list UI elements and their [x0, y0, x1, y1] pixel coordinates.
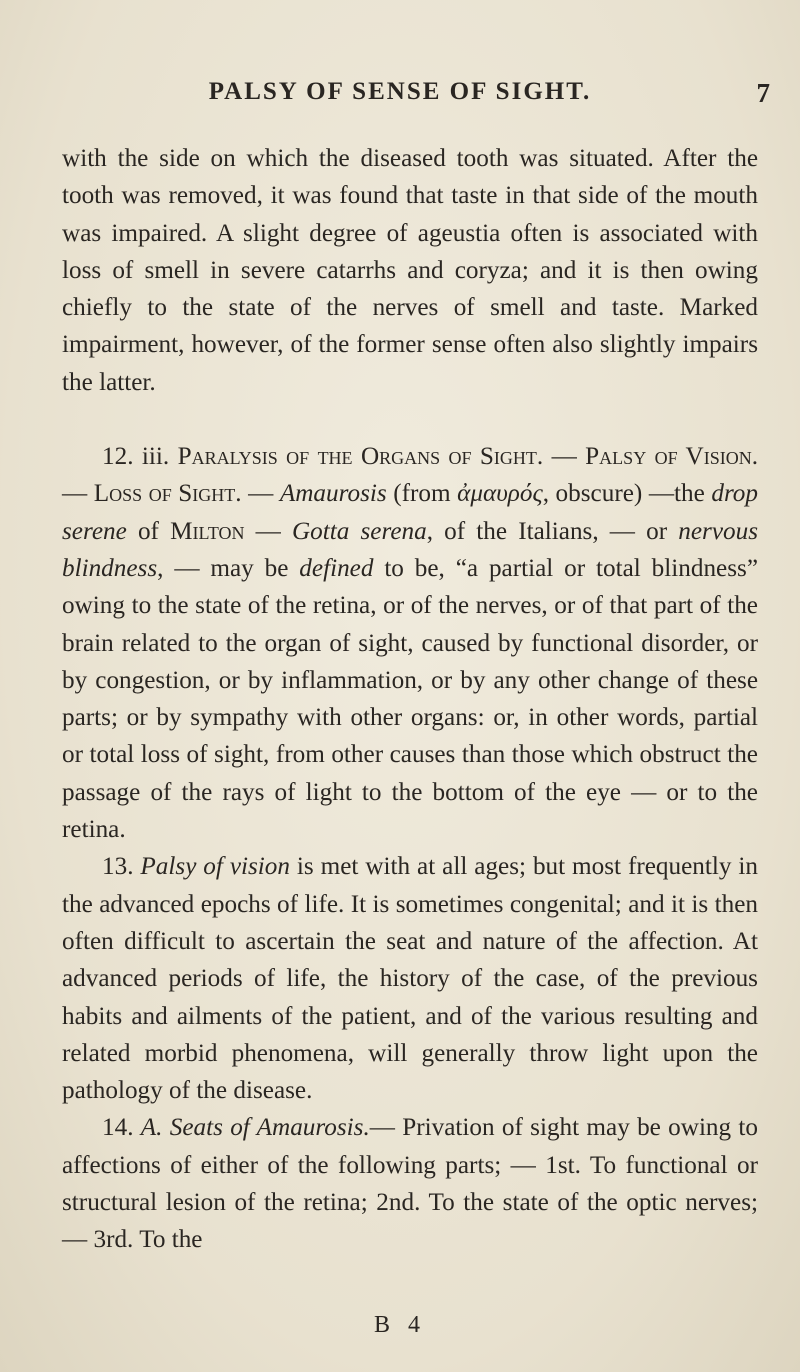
term-nervous-blindness: nervous blindness — [62, 517, 758, 582]
page-number: 7 — [756, 78, 770, 108]
term-amaurosis: Amaurosis — [279, 480, 387, 508]
greek-word: ἀμαυρός — [457, 480, 543, 508]
term-defined: defined — [299, 554, 374, 582]
page-header — [0, 78, 800, 118]
term-drop-serene: drop serene — [62, 480, 758, 545]
section-heading: Paralysis of the Organs of Sight. — Palsy of Vision. — Loss of Sight. — [62, 443, 759, 508]
paragraph-12 — [62, 438, 758, 848]
section-number: 12. iii. — [102, 443, 178, 471]
section-heading: A. Seats of Amaurosis. — [140, 1114, 370, 1142]
section-heading: Palsy of vision — [140, 853, 290, 881]
text-run: — Privation of sight may be owing to affections of either of the following parts; — 1st. To functional or structural lesion of the retina; 2nd. To the state of the optic nerves; — 3rd. To the — [62, 1114, 759, 1254]
running-head: PALSY OF SENSE OF SIGHT. — [208, 78, 592, 105]
text-run: is met with at all ages; but most frequently in the advanced epochs of life. It is sometimes congenital; and it is then often difficult to ascertain the seat and nature of the affection. At advanced periods of life, the history of the case, of the previous habits and ailments of the patient, and of the various resulting and related morbid phenomena, will generally throw light upon the pathology of the disease. — [62, 853, 758, 1105]
text-run: — — [241, 480, 280, 508]
body-text — [62, 140, 758, 1259]
text-run: (from — [386, 480, 458, 508]
text-run: of — [126, 517, 171, 545]
text-run: , of the Italians, — or — [426, 517, 679, 545]
text-run: to be, “a partial or total blindness” owing to the state of the retina, or of the nerves, or of that part of the brain related to the organ of sight, caused by functional disorder, or by congestion, or by inflammation, or by any other change of these parts; or by sympathy with other organs: or, in other words, partial or total loss of sight, from other causes than those which obstruct the passage of the rays of light to the bottom of the eye — or to the retina. — [62, 554, 759, 844]
paragraph-14 — [62, 1109, 758, 1258]
signature-mark: B 4 — [373, 1312, 426, 1338]
section-number: 14. — [102, 1114, 141, 1142]
author-milton: Milton — [170, 517, 245, 545]
section-number: 13. — [102, 853, 141, 881]
text-run: , obscure) —the — [542, 480, 712, 508]
paragraph-continued: with the side on which the diseased tooth was situated. After the tooth was removed, it was found that taste in that side of the mouth was impaired. A slight degree of ageustia often is associated with loss of smell in severe catarrhs and coryza; and it is then owing chiefly to the state of the nerves of smell and taste. Marked impairment, however, of the former sense often also slightly impairs the latter. — [62, 145, 758, 396]
text-run: , — may be — [157, 554, 300, 582]
paragraph-13 — [62, 848, 758, 1109]
term-gotta-serena: Gotta serena — [291, 517, 427, 545]
text-run: — — [244, 517, 292, 545]
